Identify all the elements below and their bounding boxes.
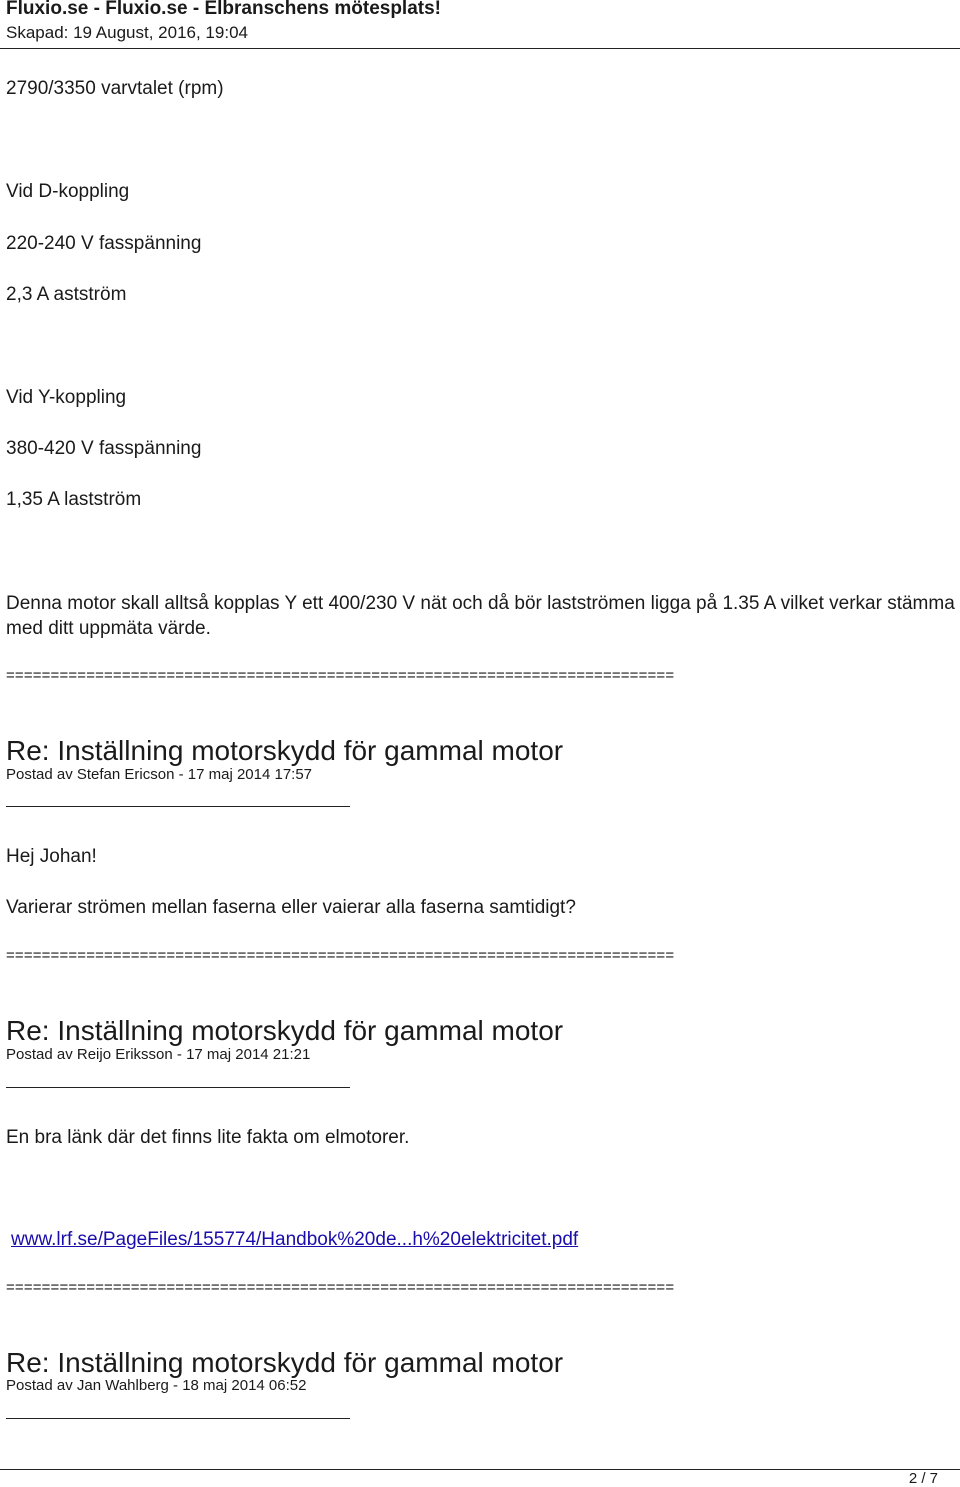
footer-divider xyxy=(0,1469,960,1470)
post-meta-underline xyxy=(6,1418,350,1419)
post-title: Re: Inställning motorskydd för gammal motor xyxy=(6,735,564,766)
d-current-line: 2,3 A astström xyxy=(6,284,127,305)
d-coupling-heading: Vid D-koppling xyxy=(6,181,130,202)
d-voltage-line: 220-240 V fasspänning xyxy=(6,233,202,254)
post-body: Varierar strömen mellan faserna eller vaierar alla faserna samtidigt? xyxy=(6,897,576,918)
y-coupling-heading: Vid Y-koppling xyxy=(6,387,127,408)
post-separator: =========================================================================== xyxy=(6,667,675,684)
page-number: 2 / 7 xyxy=(908,1470,938,1487)
post-separator: =========================================================================== xyxy=(6,1279,675,1296)
post-greeting: Hej Johan! xyxy=(6,846,97,867)
post-title: Re: Inställning motorskydd för gammal motor xyxy=(6,1347,564,1378)
created-date: Skapad: 19 August, 2016, 19:04 xyxy=(6,23,248,42)
post-meta-underline xyxy=(6,806,350,807)
post-separator: =========================================================================== xyxy=(6,947,675,964)
post-meta: Postad av Jan Wahlberg - 18 maj 2014 06:52 xyxy=(6,1377,307,1394)
post-meta-underline xyxy=(6,1087,350,1088)
conclusion-paragraph: Denna motor skall alltså kopplas Y ett 400/230 V nät och då bör lastströmen ligga på 1.35 A vilket verkar stämma med ditt uppmäta värde. xyxy=(6,593,955,639)
post-meta: Postad av Stefan Ericson - 17 maj 2014 17:57 xyxy=(6,766,313,783)
handbook-link[interactable]: www.lrf.se/PageFiles/155774/Handbok%20de...h%20elektricitet.pdf xyxy=(11,1229,579,1250)
post-body: En bra länk där det finns lite fakta om elmotorer. xyxy=(6,1127,410,1148)
header-divider xyxy=(0,48,960,49)
post-title: Re: Inställning motorskydd för gammal motor xyxy=(6,1015,564,1046)
post-meta: Postad av Reijo Eriksson - 17 maj 2014 21:21 xyxy=(6,1046,311,1063)
rpm-line: 2790/3350 varvtalet (rpm) xyxy=(6,78,224,99)
y-voltage-line: 380-420 V fasspänning xyxy=(6,438,202,459)
document-title: Fluxio.se - Fluxio.se - Elbranschens mötesplats! xyxy=(6,0,441,19)
y-current-line: 1,35 A lastström xyxy=(6,489,142,510)
